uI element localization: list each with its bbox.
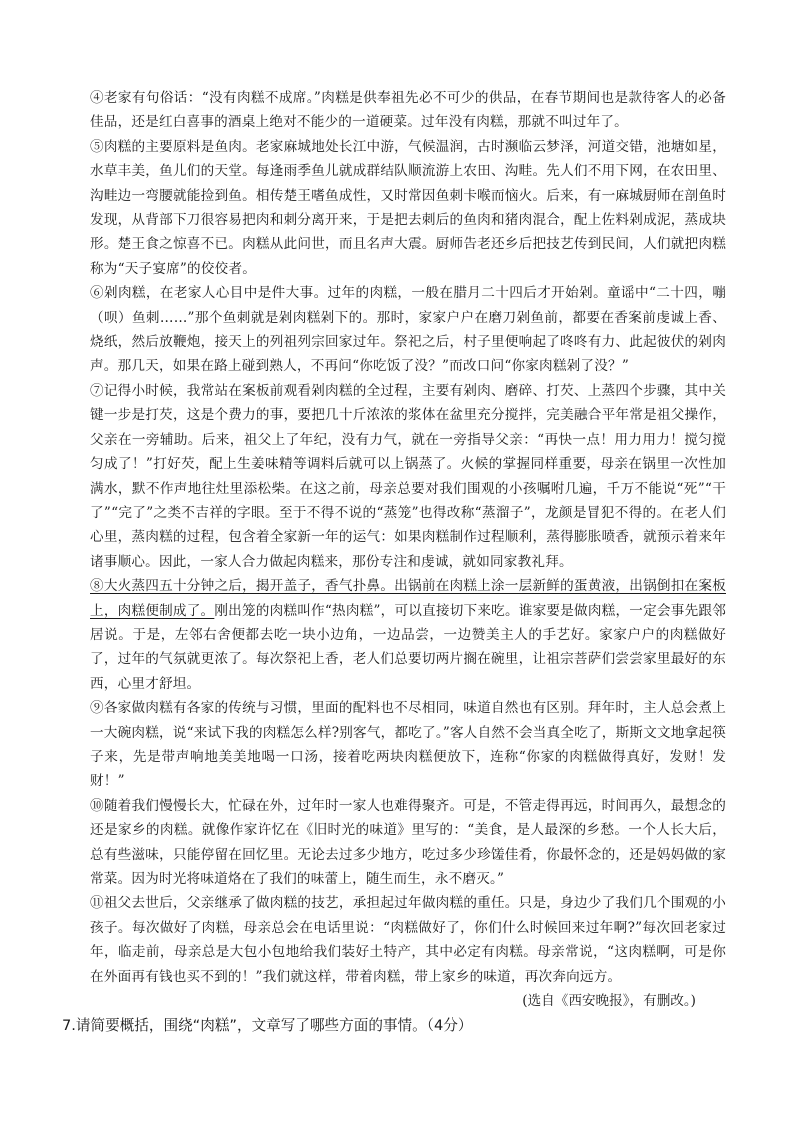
paragraph-6: ⑥剁肉糕，在老家人心目中是件大事。过年的肉糕，一般在腊月二十四后才开始剁。童谣中“二十四，嘣（呗）鱼刺……”那个鱼刺就是剁肉糕剁下的。那时，家家户户在磨刀剁鱼前，都要在香案前虔诚上香、烧纸，然后放鞭炮，接天上的列祖列宗回家过年。祭祀之后，村子里便响起了咚咚有力、此起彼伏的剁肉声。那几天，如果在路上碰到熟人，不再问“你吃饭了没？”而改口问“你家肉糕剁了没？”	[90, 285, 726, 375]
underlined-sentence: ⑧大火蒸四五十分钟之后，揭开盖子，香气扑鼻。出锅前在肉糕上涂一层新鲜的蛋黄液，出锅倒扣在案板上，肉糕便制成了。	[90, 578, 726, 619]
source-note: (选自《西安晚报》，有删改。)	[522, 993, 696, 1010]
paragraph-11: ⑪祖父去世后，父亲继承了做肉糕的技艺，承担起过年做肉糕的重任。只是，身边少了我们几个围观的小孩子。每次做好了肉糕，母亲总会在电话里说：“肉糕做好了，你们什么时候回来过年啊?”每次回老家过年，临走前，母亲总是大包小包地给我们装好土特产，其中必定有肉糕。母亲常说，“这肉糕啊，可是你在外面再有钱也买不到的！”我们就这样，带着肉糕，带上家乡的味道，再次奔向远方。	[90, 895, 726, 985]
question-7: 7.请简要概括，围绕“肉糕”，文章写了哪些方面的事情。（4分）	[62, 1017, 473, 1034]
paragraph-10: ⑩随着我们慢慢长大，忙碌在外，过年时一家人也难得聚齐。可是，不管走得再远，时间再久，最想念的还是家乡的肉糕。就像作家许忆在《旧时光的味道》里写的：“美食，是人最深的乡愁。一个人长大后，总有些滋味，只能停留在回忆里。无论去过多少地方，吃过多少珍馐佳肴，你最怀念的，还是妈妈做的家常菜。因为时光将味道烙在了我们的味蕾上，随生而生，永不磨灭。”	[90, 797, 726, 887]
paragraph-9: ⑨各家做肉糕有各家的传统与习惯，里面的配料也不尽相同，味道自然也有区别。拜年时，主人总会煮上一大碗肉糕，说“来试下我的肉糕怎么样?别客气，都吃了。”客人自然不会当真全吃了，斯斯文文地拿起筷子来，先是带声响地美美地喝一口汤，接着吃两块肉糕便放下，连称“你家的肉糕做得真好，发财！发财！”	[90, 700, 726, 790]
paragraph-4: ④老家有句俗话：“没有肉糕不成席。”肉糕是供奉祖先必不可少的供品，在春节期间也是款待客人的必备佳品，还是红白喜事的酒桌上绝对不能少的一道硬菜。过年没有肉糕，那就不叫过年了。	[90, 90, 726, 131]
paragraph-7: ⑦记得小时候，我常站在案板前观看剁肉糕的全过程，主要有剁肉、磨碎、打芡、上蒸四个步骤，其中关键一步是打芡，这是个费力的事，要把几十斤浓浓的浆体在盆里充分搅拌，完美融合平年常是祖父操作，父亲在一旁辅助。后来，祖父上了年纪，没有力气，就在一旁指导父亲：“再快一点！用力用力！搅匀搅匀成了！”打好芡，配上生姜味精等调料后就可以上锅蒸了。火候的掌握同样重要，母亲在锅里一次性加满水，默不作声地往灶里添松柴。在这之前，母亲总要对我们围观的小孩嘱咐几遍，千万不能说“死”“干了”“完了”之类不吉祥的字眼。至于不得不说的“蒸笼”也得改称“蒸溜子”，龙颜是冒犯不得的。在老人们心里，蒸肉糕的过程，包含着全家新一年的运气：如果肉糕制作过程顺利，蒸得膨胀喷香，就预示着来年诸事顺心。因此，一家人合力做起肉糕来，那份专注和虔诚，就如同家教礼拜。	[90, 382, 726, 570]
paragraph-8-rest: 刚出笼的肉糕叫作“热肉糕”，可以直接切下来吃。谁家要是做肉糕，一定会事先跟邻居说。于是，左邻右舍便都去吃一块小边角，一边品尝，一边赞美主人的手艺好。家家户户的肉糕做好了，过年的气氛就更浓了。每次祭祀上香，老人们总要切两片搁在碗里，让祖宗菩萨们尝尝家里最好的东西，心里才舒坦。	[90, 602, 726, 692]
paragraph-5: ⑤肉糕的主要原料是鱼肉。老家麻城地处长江中游，气候温润，古时濒临云梦泽，河道交错，池塘如星，水草丰美，鱼儿们的天堂。每逢雨季鱼儿就成群结队顺流游上农田、沟畦。先人们不用下网，在农田里、沟畦边一弯腰就能捡到鱼。相传楚王嗜鱼成性，又时常因鱼刺卡喉而恼火。后来，有一麻城厨师在剖鱼时发现，从背部下刀很容易把肉和刺分离开来，于是把去刺后的鱼肉和猪肉混合，配上佐料剁成泥，蒸成块形。楚王食之惊喜不已。肉糕从此问世，而且名声大震。厨师告老还乡后把技艺传到民间，人们就把肉糕称为“天子宴席”的佼佼者。	[90, 138, 726, 277]
paragraph-8	[90, 574, 726, 696]
article	[90, 86, 726, 1013]
